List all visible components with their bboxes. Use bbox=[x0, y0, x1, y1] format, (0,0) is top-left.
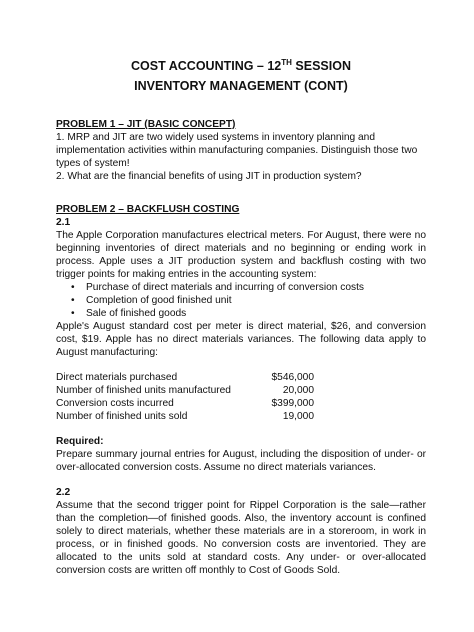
table-cell-label: Direct materials purchased bbox=[56, 372, 178, 383]
bullet-icon: • bbox=[71, 282, 75, 293]
required-text: Prepare summary journal entries for August, including the disposition of under- or over-allocated conversion costs. Assume no direct materials variances. bbox=[56, 449, 426, 473]
title-line-2: INVENTORY MANAGEMENT (CONT) bbox=[134, 79, 348, 93]
table-cell-label: Number of finished units manufactured bbox=[56, 385, 231, 396]
document-title bbox=[48, 56, 434, 96]
bullet-icon: • bbox=[71, 308, 75, 319]
section-2-1-label: 2.1 bbox=[56, 217, 71, 228]
table-row bbox=[56, 384, 314, 397]
list-item: • Sale of finished goods bbox=[71, 308, 187, 319]
problem-1-question-1: 1. MRP and JIT are two widely used systems in inventory planning and implementation activities within manufacturing companies. Distinguish those two types of system! bbox=[56, 132, 418, 169]
table-cell-value: $546,000 bbox=[271, 372, 314, 383]
table-cell-value: 19,000 bbox=[282, 411, 314, 422]
table-cell-label: Number of finished units sold bbox=[56, 411, 188, 422]
list-item: • Completion of good finished unit bbox=[71, 295, 232, 306]
trigger-points-list bbox=[56, 281, 426, 320]
table-row bbox=[56, 371, 314, 384]
section-2-1-cost-info: Apple's August standard cost per meter is direct material, $26, and conversion cost, $19. Apple has no direct materials variances. The following data apply to August manufacturing: bbox=[56, 321, 426, 358]
title-line-1: COST ACCOUNTING – 12TH SESSION bbox=[131, 57, 351, 73]
list-item: • Purchase of direct materials and incurring of conversion costs bbox=[71, 282, 365, 293]
bullet-icon: • bbox=[71, 295, 75, 306]
problem-1-question-2: 2. What are the financial benefits of using JIT in production system? bbox=[56, 171, 362, 182]
required-label: Required: bbox=[56, 436, 104, 447]
table-cell-value: $399,000 bbox=[271, 398, 314, 409]
manufacturing-data-table bbox=[56, 371, 314, 423]
problem-2-heading: PROBLEM 2 – BACKFLUSH COSTING bbox=[56, 204, 240, 215]
table-row bbox=[56, 410, 314, 423]
table-cell-label: Conversion costs incurred bbox=[56, 398, 174, 409]
problem-1-heading: PROBLEM 1 – JIT (BASIC CONCEPT) bbox=[56, 119, 236, 130]
section-2-2-text: Assume that the second trigger point for Rippel Corporation is the sale—rather than the completion—of finished goods. Also, the inventory account is confined solely to direct materials, whether these materials are in a storeroom, in work in process, or in finished goods. No conversion costs are inventoried. They are allocated to the units sold at standard costs. Any under- or over-allocated conversion costs are written off monthly to Cost of Goods Sold. bbox=[56, 500, 426, 576]
table-row bbox=[56, 397, 314, 410]
section-2-2-label: 2.2 bbox=[56, 487, 71, 498]
section-2-1-intro: The Apple Corporation manufactures electrical meters. For August, there were no beginning inventories of direct materials and no beginning or ending work in process. Apple uses a JIT production system and backflush costing with two trigger points for making entries in the accounting system: bbox=[56, 230, 426, 280]
table-cell-value: 20,000 bbox=[282, 385, 314, 396]
